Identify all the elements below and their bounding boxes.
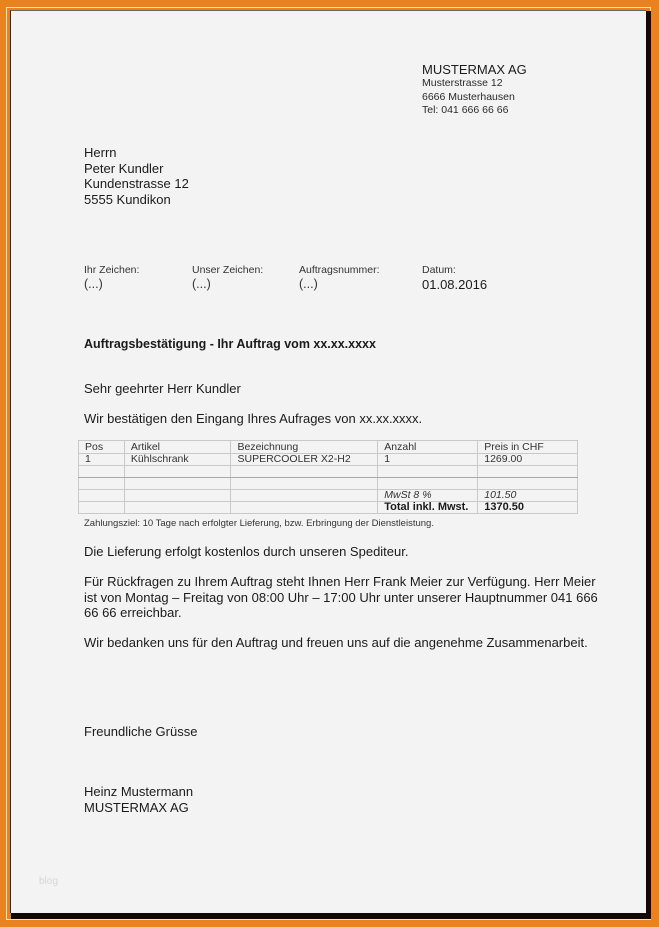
ref-value: (...) [299,277,318,291]
cell-empty [124,490,231,502]
cell-empty [231,478,378,490]
cell-artikel: Kühlschrank [124,454,231,466]
cell-empty [231,466,378,478]
sender-address [422,62,527,118]
recipient-city: 5555 Kundikon [84,191,171,207]
header-bezeichnung: Bezeichnung [231,441,378,454]
recipient-name: Peter Kundler [84,160,164,176]
signer-name: Heinz Mustermann [84,784,194,799]
closing-greeting: Freundliche Grüsse [84,724,198,739]
ref-datum [422,264,487,292]
cell-empty [231,490,378,502]
ref-value: (...) [192,277,211,291]
header-anzahl: Anzahl [378,441,478,454]
cell-empty [124,478,231,490]
thanks-paragraph: Wir bedanken uns für den Auftrag und freuen uns auf die angenehme Zusammenarbeit. [84,635,588,650]
letter-page [10,10,646,913]
total-label: Total inkl. Mwst. [378,502,478,514]
cell-empty [378,478,478,490]
recipient-street: Kundenstrasse 12 [84,176,189,191]
cell-anzahl: 1 [378,454,478,466]
sender-company: MUSTERMAX AG [422,62,527,77]
sender-street: Musterstrasse 12 [422,77,503,89]
header-artikel: Artikel [124,441,231,454]
ref-value: (...) [84,277,103,291]
cell-empty [79,478,125,490]
reference-line [84,264,514,298]
order-table [78,440,578,514]
ref-label: Ihr Zeichen: [84,264,140,276]
cell-empty [79,490,125,502]
signer-company: MUSTERMAX AG [84,799,189,815]
vat-value: 101.50 [478,490,578,502]
recipient-salutation-line: Herrn [84,145,117,160]
cell-empty [79,502,125,514]
watermark: blog [39,876,58,887]
signature-block [84,784,193,815]
cell-pos: 1 [79,454,125,466]
header-pos: Pos [79,441,125,454]
cell-empty [478,466,578,478]
cell-empty [79,466,125,478]
sender-phone: Tel: 041 666 66 66 [422,104,509,116]
table-header-row [79,441,578,454]
cell-empty [124,466,231,478]
contact-paragraph: Für Rückfragen zu Ihrem Auftrag steht Ihnen Herr Frank Meier zur Verfügung. Herr Meier ist von Montag – Freitag von 08:00 Uhr – 17:00 Uhr unter unserer Hauptnummer 041 666 66 66 erreichbar. [84,574,598,620]
ref-ihr-zeichen [84,264,139,292]
vat-label: MwSt 8 % [378,490,478,502]
vat-row [79,490,578,502]
ref-label: Unser Zeichen: [192,264,264,276]
recipient-address [84,145,189,207]
delivery-paragraph: Die Lieferung erfolgt kostenlos durch unseren Spediteur. [84,544,409,559]
sender-city: 6666 Musterhausen [422,90,515,103]
table-row [79,466,578,478]
cell-bezeichnung: SUPERCOOLER X2-H2 [231,454,378,466]
ref-date-value: 01.08.2016 [422,277,488,292]
ref-auftragsnummer [299,264,380,292]
header-preis: Preis in CHF [478,441,578,454]
cell-empty [478,478,578,490]
subject-line: Auftragsbestätigung - Ihr Auftrag vom xx.xx.xxxx [84,337,376,351]
ref-unser-zeichen [192,264,263,292]
cell-empty [124,502,231,514]
ref-label: Datum: [422,264,456,276]
total-value: 1370.50 [478,502,578,514]
total-row [79,502,578,514]
table-row [79,454,578,466]
intro-paragraph: Wir bestätigen den Eingang Ihres Aufrages von xx.xx.xxxx. [84,411,423,426]
salutation: Sehr geehrter Herr Kundler [84,381,241,396]
cell-empty [231,502,378,514]
table-row [79,478,578,490]
ref-label: Auftragsnummer: [299,264,380,276]
cell-empty [378,466,478,478]
payment-terms: Zahlungsziel: 10 Tage nach erfolgter Lieferung, bzw. Erbringung der Dienstleistung. [84,518,434,529]
cell-preis: 1269.00 [478,454,578,466]
